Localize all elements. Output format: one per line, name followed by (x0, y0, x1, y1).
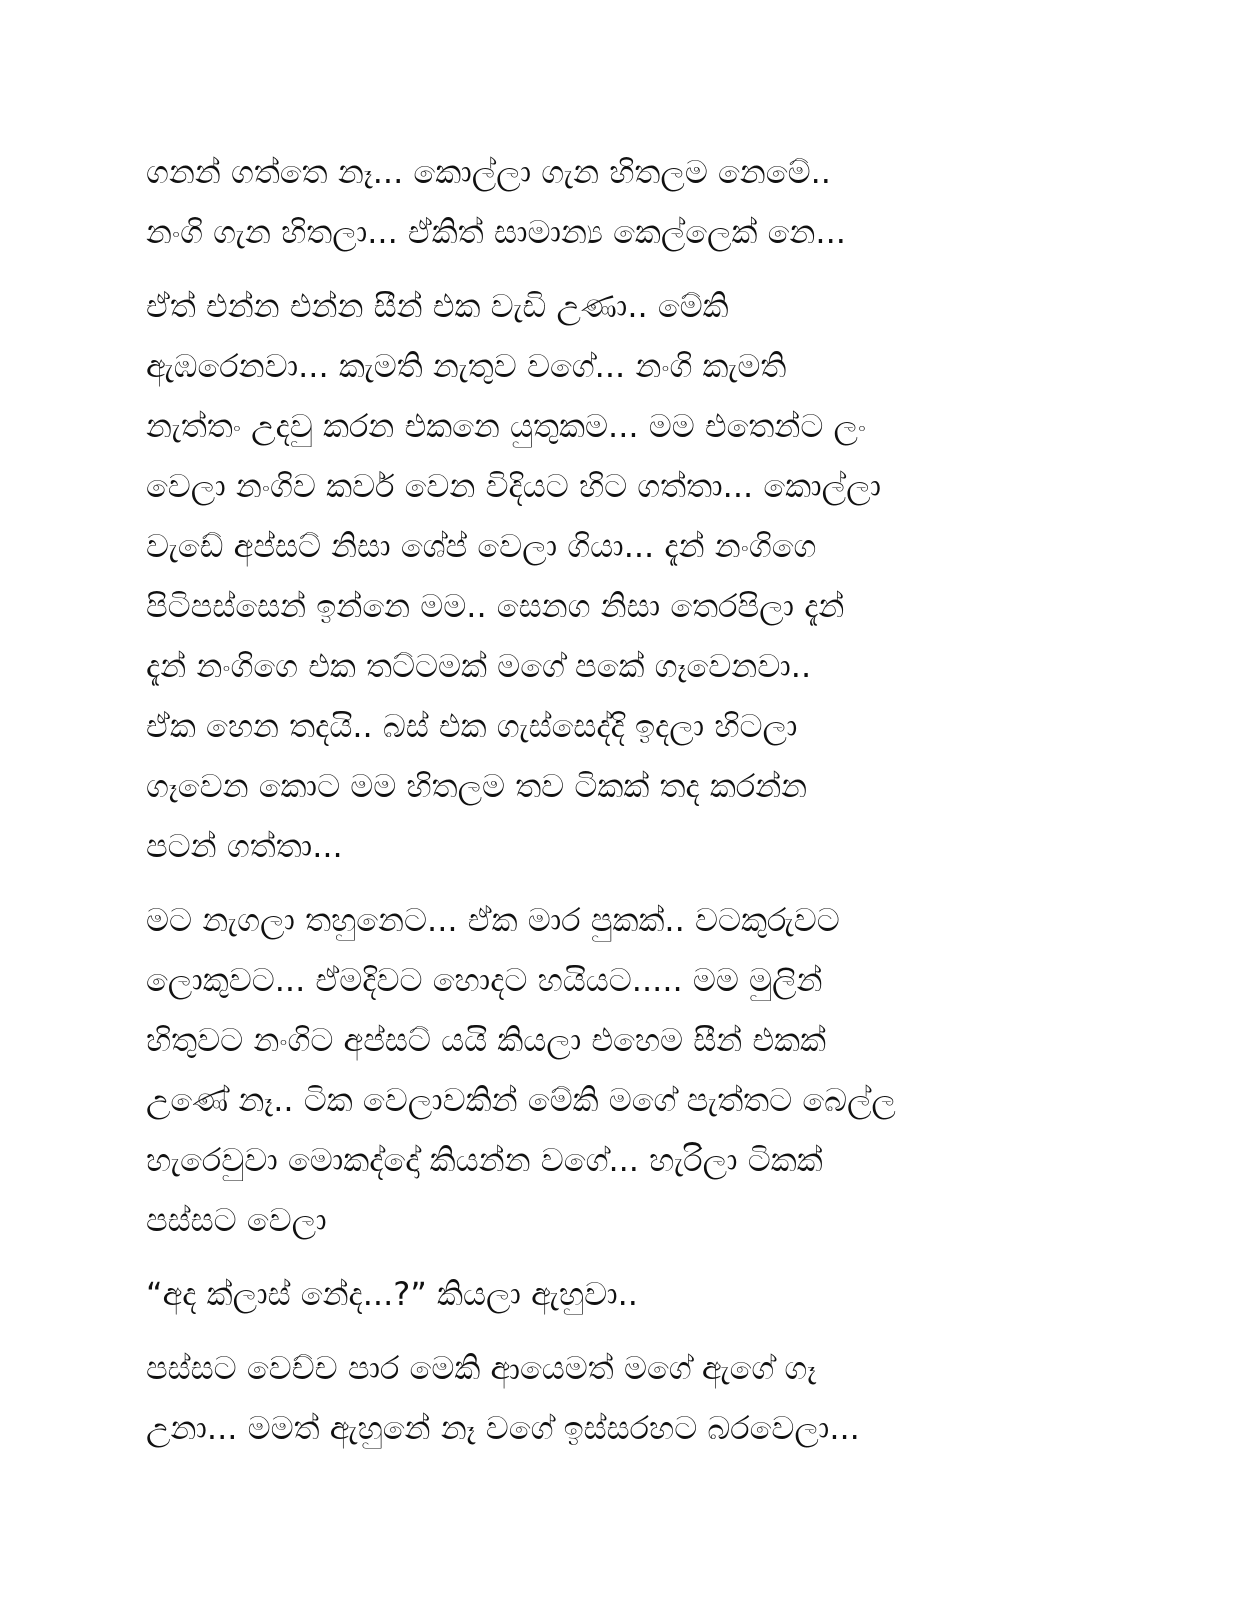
text-line: හැරෙවුවා මොකද්දෝ කියන්න වගේ... හැරිලා ටිකක් (146, 1141, 823, 1179)
paragraph-2 (146, 276, 1076, 876)
paragraph-1 (146, 142, 1076, 262)
text-line: වෙලා නංගිව කවර් වෙන විදියට හිට ගත්තා... කොල්ලා (146, 467, 882, 505)
text-line: උණේ නෑ.. ටික වෙලාවකින් මේකි මගේ පැත්තට බෙල්ල (146, 1081, 896, 1119)
text-line: ගෑවෙන කොට මම හිතලම තව ටිකක් තද කරන්න (146, 767, 808, 805)
text-line: ගනන් ගත්තෙ නෑ... කොල්ලා ගැන හිතලම නෙමේ.. (146, 153, 831, 191)
paragraph-4 (146, 1264, 1076, 1324)
text-line: පස්සට වෙච්ච පාර මෙකි ආයෙමත් මගේ ඇගේ ගෑ (146, 1349, 817, 1387)
body-text (146, 142, 1076, 1472)
text-line: උනා... මමත් ඇහුනේ නෑ වගේ ඉස්සරහට බරවෙලා... (146, 1409, 860, 1447)
text-line: දැන් නංගිගෙ එක තට්ටමක් මගේ පකේ ගෑවෙනවා.. (146, 647, 812, 685)
text-line: ඇඹරෙනවා... කැමති නැතුව වගේ... නංගි කැමති (146, 347, 787, 385)
text-line: හිතුවට නංගිට අප්සට් යයි කියලා එහෙම සීන් එකක් (146, 1021, 827, 1059)
text-line: ලොකුවට... ඒමදිවට හොදට හයියට..... මම මුලින් (146, 961, 823, 999)
text-line: පටන් ගත්තා... (146, 827, 343, 865)
text-line: පිටිපස්සෙන් ඉන්නෙ මම.. සෙනග නිසා තෙරපිලා දැන් (146, 587, 845, 625)
text-line: නැත්තං උදවු කරන එකනෙ යුතුකම... මම එතෙන්ට ලං (146, 407, 867, 445)
paragraph-3 (146, 890, 1076, 1250)
text-line: ඒක හෙන තදයි.. බස් එක ගැස්සෙද්දි ඉදලා හිටලා (146, 707, 798, 745)
text-line: නංගි ගැන හිතලා... ඒකිත් සාමාන්‍ය කෙල්ලෙක් නෙ... (146, 213, 846, 251)
text-line: ඒත් එන්න එන්න සීන් එක වැඩි උණා.. මේකි (146, 287, 729, 325)
text-line: වැඩේ අප්සට් නිසා ශේප් වෙලා ගියා... දැන් නංගිගෙ (146, 527, 817, 565)
text-line: පස්සට වෙලා (146, 1201, 327, 1239)
text-line: “අද ක්ලාස් නේද...?” කියලා ඇහුවා.. (146, 1275, 638, 1313)
paragraph-5 (146, 1338, 1076, 1458)
text-line: මට නැගලා තහුනෙට... ඒක මාර පුකක්.. වටකුරුවට (146, 901, 840, 939)
